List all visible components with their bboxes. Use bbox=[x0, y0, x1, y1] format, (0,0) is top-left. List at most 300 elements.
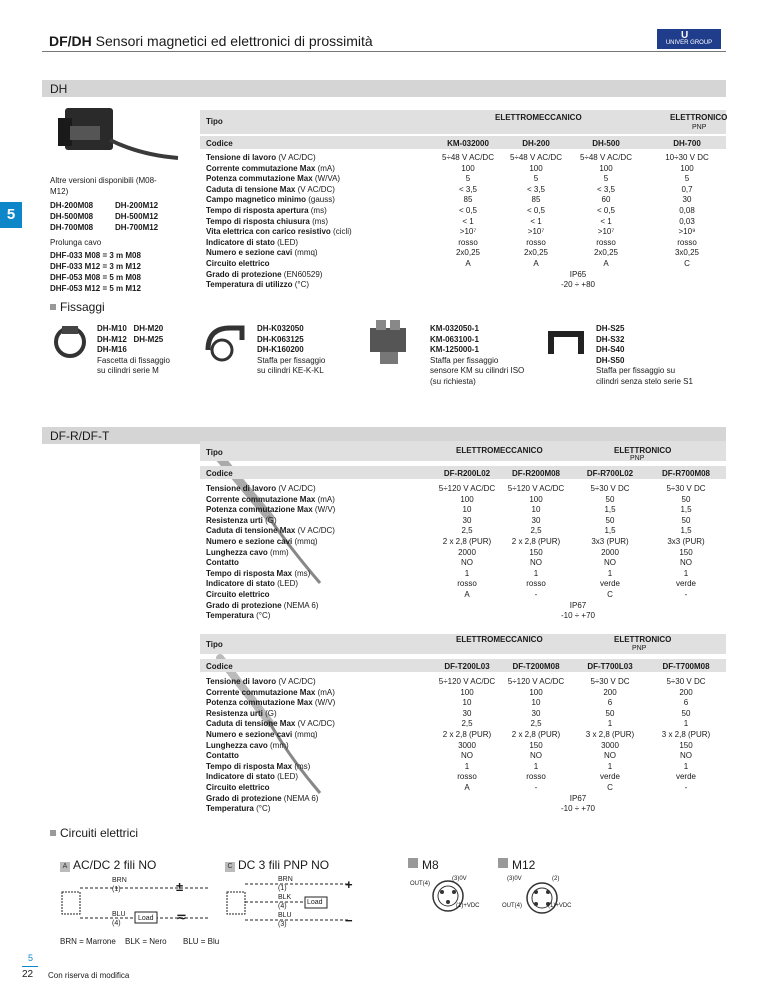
dh-row-value: < 0,5 bbox=[526, 206, 545, 215]
c-blu-label: BLU bbox=[278, 912, 292, 919]
fissaggio-desc: su cilindri serie M bbox=[97, 366, 159, 376]
dft-row-label-name: Lunghezza cavo bbox=[206, 740, 268, 750]
dh-row-label-unit: (W/VA) bbox=[312, 174, 341, 184]
c-plus: + bbox=[345, 877, 353, 892]
dh-row-label bbox=[206, 248, 318, 257]
dft-row-label-name: Tempo di risposta Max bbox=[206, 761, 293, 771]
dfr-row-value: 5÷30 V DC bbox=[590, 484, 630, 493]
dft-row-label-name: Corrente commutazione Max bbox=[206, 687, 316, 697]
dfr-row-value: A bbox=[464, 590, 470, 599]
univer-logo: U UNIVER GROUP bbox=[657, 29, 721, 49]
dh-version-item: DH-700M08 bbox=[50, 223, 94, 232]
dfr-row-label-unit: (°C) bbox=[253, 611, 271, 621]
dfr-row-label-name: Tensione di lavoro bbox=[206, 484, 277, 493]
c-blk-label: BLK bbox=[278, 894, 292, 901]
fissaggio-code: DH-K063125 bbox=[257, 334, 304, 344]
dfr-row-label-unit: (NEMA 6) bbox=[281, 600, 319, 610]
dft-row-value: NO bbox=[530, 751, 542, 761]
dh-row-value: 10÷30 V DC bbox=[665, 153, 709, 162]
fissaggio-code: KM-125000-1 bbox=[430, 345, 479, 355]
dfr-row-value: 1,5 bbox=[680, 505, 692, 515]
legend-brn: BRN = Marrone bbox=[60, 937, 116, 946]
fissaggio-code: KM-032050-1 bbox=[430, 324, 479, 333]
dft-row-value: rosso bbox=[526, 772, 546, 782]
dft-row-label-name: Contatto bbox=[206, 751, 239, 761]
dfr-row-label bbox=[206, 526, 335, 535]
dft-row-value: - bbox=[684, 783, 688, 792]
fissaggio-code: DH-K160200 bbox=[257, 345, 304, 355]
c-blu-num: (3) bbox=[278, 921, 287, 928]
circuit-c-diagram bbox=[225, 874, 365, 930]
dh-row-value: 60 bbox=[601, 195, 611, 205]
c-brn-label: BRN bbox=[278, 876, 293, 883]
dh-row-value: < 3,5 bbox=[458, 184, 477, 194]
staffa-km-image bbox=[360, 318, 420, 368]
dh-row-label bbox=[206, 227, 352, 236]
dh-row-label-name: Grado di protezione bbox=[206, 269, 282, 279]
fascetta-image bbox=[50, 322, 90, 362]
dfr-row-value: 30 bbox=[462, 515, 472, 525]
dh-prolunga-item: DHF-033 M08 = 3 m M08 bbox=[50, 251, 141, 260]
dh-row-value: 0,7 bbox=[681, 184, 693, 194]
dh-row-label-unit: (V AC/DC) bbox=[276, 153, 316, 162]
a-blu-num: (4) bbox=[112, 920, 121, 927]
dh-row-label-unit: (°C) bbox=[292, 280, 310, 290]
dfr-row-label bbox=[206, 495, 335, 504]
dfr-row-value: 100 bbox=[460, 494, 474, 504]
dfr-code: DF-R700L02 bbox=[586, 469, 634, 478]
dh-row-value: < 3,5 bbox=[596, 184, 615, 194]
dh-row-value: -20 ÷ +80 bbox=[561, 280, 595, 290]
dh-row-value: >10⁷ bbox=[597, 227, 615, 237]
dh-row-value: A bbox=[603, 259, 609, 268]
m12-2-label: (2) bbox=[552, 876, 560, 882]
legend-blk: BLK = Nero bbox=[125, 937, 167, 946]
dfr-row-value: 1,5 bbox=[604, 526, 616, 536]
dft-elettromeccanico: ELETTROMECCANICO bbox=[456, 635, 543, 644]
dfr-row-label-name: Corrente commutazione Max bbox=[206, 494, 316, 504]
dh-row-label-name: Temperatura di utilizzo bbox=[206, 280, 293, 290]
dh-row-label-unit: (gauss) bbox=[306, 195, 335, 205]
dft-row-label-unit: (ms) bbox=[292, 761, 311, 771]
dft-row-value: 100 bbox=[460, 687, 474, 697]
dft-row-label-name: Tensione di lavoro bbox=[206, 677, 277, 686]
dh-row-label-unit: (mmq) bbox=[292, 248, 318, 258]
dh-row-value: 5÷48 V AC/DC bbox=[580, 153, 632, 162]
dh-row-label bbox=[206, 174, 340, 183]
dfr-row-value: 50 bbox=[681, 494, 691, 504]
dft-row-value: 1 bbox=[464, 761, 470, 771]
dh-versions-title: Altre versioni disponibili (M08-M12) bbox=[50, 176, 157, 196]
dft-row-value: IP67 bbox=[569, 793, 587, 803]
dft-pnp: PNP bbox=[632, 645, 647, 652]
dfr-row-label bbox=[206, 601, 318, 610]
fissaggio-code: DH-S40 bbox=[596, 345, 625, 355]
dh-row-value: < 1 bbox=[462, 216, 474, 226]
dfr-row-label bbox=[206, 516, 277, 525]
dfr-row-value: 1 bbox=[607, 568, 613, 578]
dft-row-label-name: Resistenza urti bbox=[206, 708, 263, 718]
dft-code: DF-T200M08 bbox=[512, 662, 560, 671]
dft-row-label bbox=[206, 794, 318, 803]
dft-row-label bbox=[206, 804, 270, 813]
footer-note: Con riserva di modifica bbox=[48, 971, 130, 980]
dft-row-value: 200 bbox=[603, 687, 617, 697]
dft-codice-label: Codice bbox=[206, 662, 233, 671]
chapter-tab: 5 bbox=[0, 202, 22, 228]
dft-row-value: 2,5 bbox=[530, 719, 542, 729]
dh-row-value: 100 bbox=[599, 163, 613, 173]
dft-row-label-unit: (NEMA 6) bbox=[281, 793, 319, 803]
dft-row-label-unit: (V AC/DC) bbox=[295, 719, 335, 729]
dfr-row-label-name: Indicatore di stato bbox=[206, 579, 275, 589]
dft-row-value: 30 bbox=[531, 708, 541, 718]
dh-row-value: 100 bbox=[529, 163, 543, 173]
dfr-row-value: 1 bbox=[464, 568, 470, 578]
dfr-row-label-name: Circuito elettrico bbox=[206, 590, 270, 599]
dft-elettronico: ELETTRONICO bbox=[614, 635, 672, 644]
dh-row-label-name: Tensione di lavoro bbox=[206, 153, 277, 162]
dfr-row-value: 30 bbox=[531, 515, 541, 525]
dfr-row-label bbox=[206, 484, 316, 493]
dh-row-value: < 1 bbox=[600, 216, 612, 226]
dft-code: DF-T200L03 bbox=[444, 662, 490, 671]
dft-row-value: 5÷30 V DC bbox=[666, 677, 706, 686]
dfr-pnp: PNP bbox=[630, 455, 645, 462]
c-load-label: Load bbox=[307, 899, 323, 906]
staffa-ke-image bbox=[200, 320, 250, 366]
dft-row-value: 50 bbox=[605, 708, 615, 718]
dh-row-value: IP65 bbox=[569, 269, 587, 279]
dh-row-value: < 3,5 bbox=[526, 184, 545, 194]
dft-row-value: 1 bbox=[607, 719, 613, 729]
dfr-row-value: 2 x 2,8 (PUR) bbox=[442, 537, 492, 546]
dh-row-value: 5 bbox=[465, 174, 471, 184]
dh-row-value: rosso bbox=[526, 237, 546, 247]
dft-row-value: 10 bbox=[462, 698, 472, 708]
dfr-row-value: 2000 bbox=[601, 547, 619, 557]
dft-row-label-name: Circuito elettrico bbox=[206, 783, 270, 792]
dft-row-label-unit: (V AC/DC) bbox=[276, 677, 316, 686]
dh-row-label-unit: (ms) bbox=[308, 206, 327, 215]
dfr-row-label-name: Resistenza urti bbox=[206, 515, 263, 525]
circuit-c-title: C DC 3 fili PNP NO bbox=[225, 858, 329, 872]
dh-row-value: 5 bbox=[533, 174, 539, 184]
circuit-a-title: A AC/DC 2 fili NO bbox=[60, 858, 156, 872]
dft-code: DF-T700M08 bbox=[662, 662, 710, 671]
dfr-row-label-name: Grado di protezione bbox=[206, 600, 282, 610]
dft-row-value: verde bbox=[599, 772, 620, 782]
dh-prolunga-item: DHF-033 M12 = 3 m M12 bbox=[50, 262, 141, 271]
dh-row-value: A bbox=[465, 259, 471, 268]
dh-row-value: 100 bbox=[680, 163, 694, 173]
dfr-row-value: 5÷120 V AC/DC bbox=[438, 484, 496, 493]
dfr-row-label-unit: (mmq) bbox=[292, 537, 318, 546]
dfr-row-value: 1,5 bbox=[604, 505, 616, 515]
dfr-row-label-unit: (V AC/DC) bbox=[295, 526, 335, 536]
dft-row-label bbox=[206, 677, 316, 686]
dh-code: DH-500 bbox=[592, 139, 620, 148]
dfr-row-value: 3x3 (PUR) bbox=[667, 537, 705, 546]
dfr-row-value: 1,5 bbox=[680, 526, 692, 536]
m12-0v-label: (3)0V bbox=[507, 876, 522, 882]
c-blk-num: (4) bbox=[278, 903, 287, 910]
dfr-row-label bbox=[206, 558, 239, 567]
dfr-row-value: rosso bbox=[526, 579, 546, 589]
dft-row-label-name: Grado di protezione bbox=[206, 793, 282, 803]
a-acdc-top: ± bbox=[176, 879, 184, 894]
dfr-elettromeccanico: ELETTROMECCANICO bbox=[456, 446, 543, 455]
dh-pnp: PNP bbox=[692, 124, 707, 131]
dh-row-label bbox=[206, 164, 335, 173]
dft-row-label bbox=[206, 709, 277, 718]
dfr-code: DF-R200M08 bbox=[511, 469, 560, 478]
dfr-code: DF-R200L02 bbox=[443, 469, 491, 478]
dfr-row-label-unit: (W/V) bbox=[312, 505, 336, 515]
dh-row-value: 85 bbox=[463, 195, 473, 205]
dfr-elettronico: ELETTRONICO bbox=[614, 446, 672, 455]
dft-row-value: 3000 bbox=[458, 740, 476, 750]
dh-row-label bbox=[206, 153, 316, 162]
dh-prolunga-item: DHF-053 M12 = 5 m M12 bbox=[50, 284, 141, 293]
dft-row-value: 150 bbox=[679, 740, 693, 750]
dft-row-value: 5÷120 V AC/DC bbox=[438, 677, 496, 686]
dfr-row-label-unit: (mA) bbox=[315, 494, 335, 504]
dfr-row-value: 2 x 2,8 (PUR) bbox=[511, 537, 561, 546]
dfr-row-label-name: Potenza commutazione Max bbox=[206, 505, 313, 515]
dft-row-value: 200 bbox=[679, 687, 693, 697]
dh-row-label-unit: (LED) bbox=[274, 237, 299, 247]
dft-row-value: NO bbox=[604, 751, 616, 761]
dft-row-value: rosso bbox=[457, 772, 477, 782]
dft-row-value: 100 bbox=[529, 687, 543, 697]
circuiti-title: Circuiti elettrici bbox=[50, 826, 138, 840]
dft-row-label bbox=[206, 783, 270, 792]
dft-row-label bbox=[206, 688, 335, 697]
dh-row-value: >10⁹ bbox=[678, 227, 696, 237]
dh-version-item: DH-500M08 bbox=[50, 212, 94, 221]
fissaggio-code: DH-S25 bbox=[596, 324, 625, 333]
fissaggio-code: DH-M16 bbox=[97, 345, 127, 355]
dh-row-label-name: Circuito elettrico bbox=[206, 259, 270, 268]
dft-row-value: 3 x 2,8 (PUR) bbox=[661, 730, 711, 739]
dft-tipo-label: Tipo bbox=[206, 640, 223, 649]
dh-row-value: 5 bbox=[684, 174, 690, 184]
section-bar-dfr: DF-R/DF-T bbox=[42, 427, 726, 444]
fissaggio-code: DH-M12 DH-M25 bbox=[97, 334, 164, 344]
dh-row-value: < 0,5 bbox=[458, 206, 477, 215]
dfr-row-value: - bbox=[684, 590, 688, 599]
dfr-row-label bbox=[206, 537, 318, 546]
dft-row-value: 50 bbox=[681, 708, 691, 718]
a-load-label: Load bbox=[138, 915, 154, 922]
dfr-row-label-unit: (mm) bbox=[267, 547, 289, 557]
dfr-row-value: rosso bbox=[457, 579, 477, 589]
dfr-tipo-label: Tipo bbox=[206, 448, 223, 457]
dfr-row-value: 50 bbox=[605, 515, 615, 525]
fissaggio-code: DH-S50 bbox=[596, 355, 625, 365]
dh-tipo-label: Tipo bbox=[206, 117, 223, 126]
dft-row-value: - bbox=[534, 783, 538, 792]
dh-row-value: 100 bbox=[461, 163, 475, 173]
dh-row-value: < 1 bbox=[530, 216, 542, 226]
dh-row-label-unit: (ms) bbox=[309, 216, 329, 226]
dh-row-label bbox=[206, 195, 335, 204]
dfr-row-value: 2,5 bbox=[461, 526, 473, 536]
dft-row-value: 3000 bbox=[601, 740, 619, 750]
a-blu-label: BLU bbox=[112, 911, 126, 918]
dfr-row-label-name: Numero e sezione cavi bbox=[206, 537, 293, 546]
dh-row-label-name: Potenza commutazione Max bbox=[206, 174, 313, 184]
dft-row-label-name: Caduta di tensione Max bbox=[206, 719, 296, 729]
fissaggi-title: Fissaggi bbox=[50, 300, 105, 314]
dfr-row-label-unit: (ms) bbox=[292, 568, 311, 578]
dfr-row-value: 10 bbox=[462, 505, 472, 515]
dft-row-value: 1 bbox=[607, 761, 613, 771]
dft-code: DF-T700L03 bbox=[587, 662, 633, 671]
dfr-row-label bbox=[206, 569, 310, 578]
dft-row-value: 1 bbox=[683, 761, 689, 771]
dft-row-value: 2 x 2,8 (PUR) bbox=[511, 730, 561, 739]
fissaggio-desc: cilindri senza stelo serie S1 bbox=[596, 377, 693, 386]
dfr-row-label-unit: (G) bbox=[262, 515, 277, 525]
dfr-row-value: 2000 bbox=[458, 547, 476, 557]
dfr-row-label bbox=[206, 611, 270, 620]
dfr-row-value: 1 bbox=[683, 568, 689, 578]
dft-row-label-unit: (mm) bbox=[267, 740, 289, 750]
fissaggio-desc: sensore KM su cilindri ISO bbox=[430, 366, 525, 376]
dh-row-value: A bbox=[533, 259, 539, 268]
m8-title: M8 bbox=[408, 858, 439, 872]
dft-row-value: -10 ÷ +70 bbox=[561, 804, 595, 814]
dft-row-value: 3 x 2,8 (PUR) bbox=[585, 730, 635, 739]
dfr-row-value: 150 bbox=[529, 547, 543, 557]
dh-row-label bbox=[206, 206, 327, 215]
dfr-row-value: 5÷120 V AC/DC bbox=[507, 484, 565, 493]
dh-row-value: 5÷48 V AC/DC bbox=[510, 153, 562, 162]
dh-code: DH-200 bbox=[522, 139, 550, 148]
dfr-codice-label: Codice bbox=[206, 469, 233, 478]
dfr-row-value: 5÷30 V DC bbox=[666, 484, 706, 493]
dh-row-label bbox=[206, 185, 335, 194]
staffa-s-image bbox=[545, 324, 589, 364]
dft-row-label-unit: (W/V) bbox=[312, 698, 336, 708]
dft-row-value: 6 bbox=[683, 698, 689, 708]
dh-row-value: 85 bbox=[531, 195, 541, 205]
dh-sensor-image bbox=[50, 100, 180, 170]
dft-row-value: C bbox=[607, 783, 613, 792]
dfr-row-value: C bbox=[607, 590, 613, 599]
dft-row-label-unit: (mA) bbox=[315, 687, 335, 697]
dh-row-label bbox=[206, 270, 322, 279]
dfr-row-value: NO bbox=[604, 558, 616, 568]
dft-row-value: 150 bbox=[529, 740, 543, 750]
dfr-row-label-unit: (V AC/DC) bbox=[276, 484, 316, 493]
dft-row-label bbox=[206, 719, 335, 728]
dh-row-label bbox=[206, 259, 270, 268]
dft-row-label bbox=[206, 772, 298, 781]
dft-row-label-name: Potenza commutazione Max bbox=[206, 698, 313, 708]
dh-row-label bbox=[206, 280, 309, 289]
m8-0v-label: (3)0V bbox=[452, 876, 467, 882]
dh-elettronico: ELETTRONICO bbox=[670, 113, 728, 122]
dfr-row-label-unit: (LED) bbox=[274, 579, 299, 589]
dh-row-value: rosso bbox=[677, 237, 697, 247]
dfr-row-value: 3x3 (PUR) bbox=[591, 537, 629, 546]
dh-version-item: DH-700M12 bbox=[115, 223, 159, 232]
m12-title: M12 bbox=[498, 858, 535, 872]
dfr-row-value: -10 ÷ +70 bbox=[561, 611, 595, 621]
dfr-row-value: NO bbox=[530, 558, 542, 568]
dh-row-label-name: Numero e sezione cavi bbox=[206, 248, 293, 258]
c-brn-num: (1) bbox=[278, 885, 287, 892]
c-minus: − bbox=[345, 913, 353, 928]
dfr-row-label-name: Lunghezza cavo bbox=[206, 547, 268, 557]
dft-row-value: 1 bbox=[683, 719, 689, 729]
dh-row-label-name: Vita elettrica con carico resistivo bbox=[206, 227, 331, 237]
dft-row-label-name: Temperatura bbox=[206, 804, 254, 814]
dft-row-value: verde bbox=[675, 772, 696, 782]
dh-version-item: DH-200M08 bbox=[50, 201, 94, 210]
dh-row-label-unit: (EN60529) bbox=[281, 269, 323, 279]
dft-row-value: 5÷30 V DC bbox=[590, 677, 630, 686]
dh-row-value: 2x0,25 bbox=[523, 248, 549, 258]
fissaggio-desc: su cilindri KE-K-KL bbox=[257, 366, 324, 376]
m12-vdc-label: (1)+VDC bbox=[548, 903, 572, 909]
dft-row-label-unit: (G) bbox=[262, 708, 277, 718]
dft-row-label bbox=[206, 762, 310, 771]
dh-row-label-unit: (mA) bbox=[315, 163, 335, 173]
dft-row-value: 2 x 2,8 (PUR) bbox=[442, 730, 492, 739]
dft-row-label-unit: (LED) bbox=[274, 772, 299, 782]
a-brn-label: BRN bbox=[112, 877, 127, 884]
dft-row-label bbox=[206, 730, 318, 739]
dh-row-value: 30 bbox=[682, 195, 692, 205]
dh-codice-label: Codice bbox=[206, 139, 233, 148]
dh-row-label bbox=[206, 238, 298, 247]
dh-row-value: 0,08 bbox=[679, 206, 695, 215]
dft-row-value: 30 bbox=[462, 708, 472, 718]
a-acdc-bot: ≂ bbox=[176, 909, 187, 924]
footer-rule bbox=[22, 966, 38, 967]
dfr-row-value: NO bbox=[461, 558, 473, 568]
dfr-row-label bbox=[206, 590, 270, 599]
dfr-row-value: 50 bbox=[681, 515, 691, 525]
dfr-row-value: NO bbox=[680, 558, 692, 568]
fissaggio-desc: Staffa per fissaggio bbox=[430, 355, 499, 365]
dh-tipo-header bbox=[200, 110, 726, 134]
dfr-row-label bbox=[206, 548, 289, 557]
legend-blu: BLU = Blu bbox=[183, 937, 220, 946]
dh-row-label-name: Indicatore di stato bbox=[206, 237, 275, 247]
dh-row-value: rosso bbox=[458, 237, 478, 247]
page-title: DF/DH Sensori magnetici ed elettronici di prossimità bbox=[49, 33, 373, 49]
dfr-row-label bbox=[206, 505, 335, 514]
dh-version-item: DH-200M12 bbox=[115, 201, 159, 210]
dh-row-value: 3x0,25 bbox=[674, 248, 700, 258]
dh-row-label-name: Tempo di risposta chiusura bbox=[206, 216, 310, 226]
m12-out-label: OUT(4) bbox=[502, 903, 522, 909]
dft-row-value: 1 bbox=[533, 761, 539, 771]
dh-elettromeccanico: ELETTROMECCANICO bbox=[495, 113, 582, 122]
dh-prolunga-title: Prolunga cavo bbox=[50, 238, 102, 247]
dh-row-label-unit: (V AC/DC) bbox=[295, 184, 335, 194]
dfr-row-label-name: Contatto bbox=[206, 558, 239, 568]
fissaggio-desc: (su richiesta) bbox=[430, 377, 476, 386]
dft-row-value: 6 bbox=[607, 698, 613, 708]
fissaggio-desc: Staffa per fissaggio bbox=[257, 355, 326, 365]
dfr-row-value: verde bbox=[599, 579, 620, 589]
